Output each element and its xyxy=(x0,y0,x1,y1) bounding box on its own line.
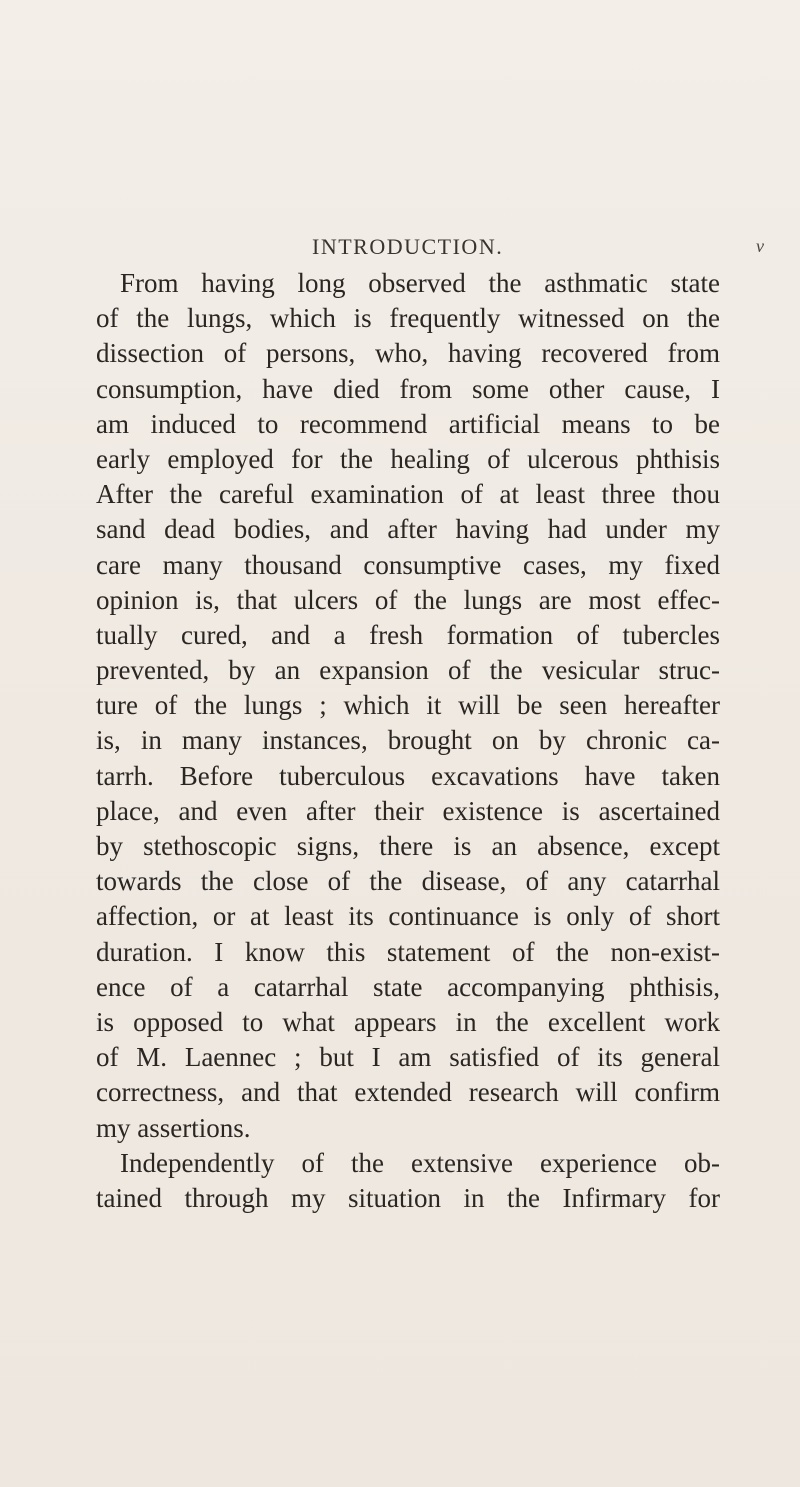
text-line: From having long observed the asthmatic state xyxy=(120,268,720,298)
text-line: correctness, and that extended research will confirm xyxy=(96,1077,720,1108)
running-head-title: INTRODUCTION. xyxy=(312,234,504,259)
text-line: dissection of persons, who, having recovered from xyxy=(96,338,720,369)
page-number: v xyxy=(756,236,764,256)
text-line: tained through my situation in the Infirmary for xyxy=(96,1182,720,1213)
text-line: care many thousand consumptive cases, my fixed xyxy=(96,549,720,580)
running-head xyxy=(0,234,800,264)
text-line: ture of the lungs ; which it will be seen hereafter xyxy=(96,690,720,721)
text-line: of the lungs, which is frequently witnessed on the xyxy=(96,303,720,334)
text-line: by stethoscopic signs, there is an absence, except xyxy=(96,831,720,861)
text-line: After the careful examination of at least three thou xyxy=(96,479,720,510)
text-line: ence of a catarrhal state accompanying phthisis, xyxy=(96,971,720,1002)
text-line: affection, or at least its continuance is only of short xyxy=(96,901,720,932)
text-line: opinion is, that ulcers of the lungs are most effec- xyxy=(96,584,720,615)
text-line: am induced to recommend artificial means to be xyxy=(96,408,720,439)
text-line: prevented, by an expansion of the vesicular struc- xyxy=(96,655,720,686)
text-line: is opposed to what appears in the excellent work xyxy=(96,1006,720,1037)
text-line: duration. I know this statement of the non-exist- xyxy=(96,936,720,967)
text-line: tarrh. Before tuberculous excavations have taken xyxy=(96,760,720,791)
text-line: early employed for the healing of ulcerous phthisis xyxy=(96,443,720,474)
text-line: Independently of the extensive experience ob- xyxy=(120,1147,720,1178)
text-line: sand dead bodies, and after having had under my xyxy=(96,514,720,545)
body-text xyxy=(96,266,720,1216)
text-line: place, and even after their existence is ascertained xyxy=(96,795,720,826)
text-line: is, in many instances, brought on by chronic ca- xyxy=(96,725,720,756)
text-line: of M. Laennec ; but I am satisfied of its general xyxy=(96,1042,720,1073)
text-line: tually cured, and a fresh formation of tubercles xyxy=(96,619,720,650)
text-line: towards the close of the disease, of any catarrhal xyxy=(96,866,720,897)
text-line: my assertions. xyxy=(96,1112,251,1143)
text-line: consumption, have died from some other cause, I xyxy=(96,373,720,404)
